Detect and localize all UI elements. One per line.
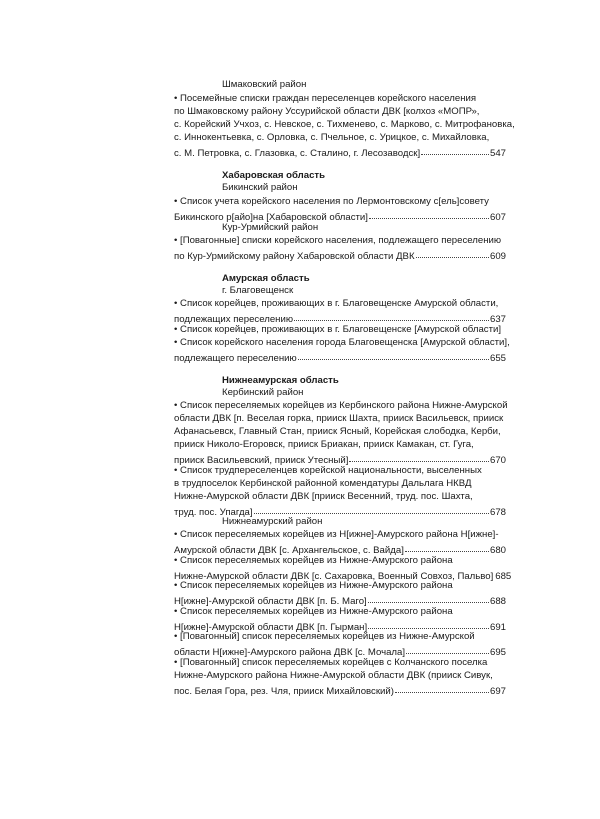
- entry-line: • Список корейского населения города Благовещенска [Амурской области],: [174, 337, 510, 348]
- entry-line: Нижне-Амурского района Нижне-Амурской области ДВК (прииск Сивук,: [174, 670, 493, 681]
- dot-leader: [294, 310, 489, 321]
- entry-line: с. Корейский Учхоз, с. Невское, с. Тихменево, с. Марково, с. Митрофановка,: [174, 119, 515, 130]
- entry-line: • Список корейцев, проживающих в г. Благовещенске [Амурской области]: [174, 324, 502, 335]
- entry-line: Афанасьевск, Главный Стан, прииск Ясный, Корейская слободка, Керби,: [174, 426, 501, 437]
- entry-text: Амурской области ДВК [с. Архангельское, с. Вайда]: [174, 545, 404, 556]
- toc-entry-last-line: [174, 683, 506, 698]
- dot-leader: [368, 592, 489, 603]
- entry-text: с. М. Петровка, с. Глазовка, с. Сталино, г. Лесозаводск]: [174, 148, 421, 159]
- page-number: 678: [489, 507, 506, 518]
- dot-leader: [406, 643, 489, 654]
- toc-entry-last-line: [174, 350, 506, 365]
- entry-line: Нижне-Амурской области ДВК [прииск Весенний, труд. пос. Шахта,: [174, 491, 473, 502]
- page-number: 688: [489, 596, 506, 607]
- entry-line: • Посемейные списки граждан переселенцев корейского населения: [174, 93, 477, 104]
- entry-line: • Список переселяемых корейцев из Нижне-Амурского района: [174, 606, 453, 617]
- dot-leader: [416, 247, 489, 258]
- page-number: 607: [489, 212, 506, 223]
- page-number: 691: [489, 622, 506, 633]
- entry-line: • Список учета корейского населения по Лермонтовскому с[ель]совету: [174, 196, 489, 207]
- district-heading: Кур-Урмийский район: [222, 222, 319, 233]
- entry-text: прииск Васильевский, прииск Утесный]: [174, 455, 349, 466]
- page-number: 637: [489, 314, 506, 325]
- entry-line: • Список трудпереселенцев корейской национальности, выселенных: [174, 465, 482, 476]
- dot-leader: [254, 503, 489, 514]
- page-number: 680: [489, 545, 506, 556]
- entry-text: пос. Белая Гора, рез. Чля, прииск Михайловский): [174, 686, 394, 697]
- entry-line: с. Иннокентьевка, с. Орловка, с. Пчельное, с. Урицкое, с. Михайловка,: [174, 132, 490, 143]
- entry-line: по Шмаковскому району Уссурийской области ДВК [колхоз «МОПР»,: [174, 106, 480, 117]
- entry-text: Бикинского р[айо]на [Хабаровской области]: [174, 212, 368, 223]
- toc-entry-last-line: [174, 145, 506, 160]
- page-number: 697: [489, 686, 506, 697]
- entry-text: Н[ижне]-Амурской области ДВК [п. Б. Маго]: [174, 596, 367, 607]
- entry-line: • Список переселяемых корейцев из Н[ижне]-Амурского района Н[ижне]-: [174, 529, 499, 540]
- entry-text: труд. пос. Упагда]: [174, 507, 253, 518]
- district-heading: Кербинский район: [222, 387, 304, 398]
- district-heading: Нижнеамурский район: [222, 516, 323, 527]
- entry-line: • Список корейцев, проживающих в г. Благовещенске Амурской области,: [174, 298, 499, 309]
- entry-line: • Список переселяемых корейцев из Кербинского района Нижне-Амурской: [174, 400, 508, 411]
- page-number: 609: [489, 251, 506, 262]
- entry-text: по Кур-Урмийскому району Хабаровской области ДВК: [174, 251, 415, 262]
- page-number: 685: [495, 571, 512, 582]
- entry-text: подлежащих переселению: [174, 314, 294, 325]
- district-heading: Шмаковский район: [222, 79, 307, 90]
- entry-text: области Н[ижне]-Амурского района ДВК [с. Мочала]: [174, 647, 406, 658]
- page-number: 655: [489, 353, 506, 364]
- entry-text: Нижне-Амурской области ДВК [с. Сахаровка, Военный Совхоз, Пальво]: [174, 571, 494, 582]
- dot-leader: [368, 618, 489, 629]
- entry-line: области ДВК [п. Веселая горка, прииск Шахта, прииск Васильевск, прииск: [174, 413, 504, 424]
- entry-text: Н[ижне]-Амурской области ДВК [п. Гырман]: [174, 622, 368, 633]
- region-heading: Хабаровская область: [222, 170, 326, 181]
- dot-leader: [349, 451, 489, 462]
- page-number: 695: [489, 647, 506, 658]
- region-heading: Нижнеамурская область: [222, 375, 339, 386]
- region-heading: Амурская область: [222, 273, 310, 284]
- district-heading: Бикинский район: [222, 182, 298, 193]
- dot-leader: [298, 349, 489, 360]
- toc-entry-last-line: [174, 248, 506, 263]
- dot-leader: [395, 682, 489, 693]
- entry-text: подлежащего переселению: [174, 353, 297, 364]
- entry-line: • [Повагонные] списки корейского населения, подлежащего переселению: [174, 235, 502, 246]
- entry-line: • Список переселяемых корейцев из Нижне-Амурского района: [174, 580, 453, 591]
- dot-leader: [421, 144, 489, 155]
- dot-leader: [369, 208, 489, 219]
- district-heading: г. Благовещенск: [222, 285, 294, 296]
- entry-line: • [Повагонный] список переселяемых корейцев с Колчанского поселка: [174, 657, 488, 668]
- entry-line: в трудпоселок Кербинской районной комендатуры Дальлага НКВД: [174, 478, 472, 489]
- entry-line: • [Повагонный] список переселяемых корейцев из Нижне-Амурской: [174, 631, 475, 642]
- page-number: 547: [489, 148, 506, 159]
- entry-line: • Список переселяемых корейцев из Нижне-Амурского района: [174, 555, 453, 566]
- page-number: 670: [489, 455, 506, 466]
- dot-leader: [405, 541, 489, 552]
- entry-line: прииск Николо-Егоровск, прииск Бриакан, прииск Камакан, ст. Гуга,: [174, 439, 474, 450]
